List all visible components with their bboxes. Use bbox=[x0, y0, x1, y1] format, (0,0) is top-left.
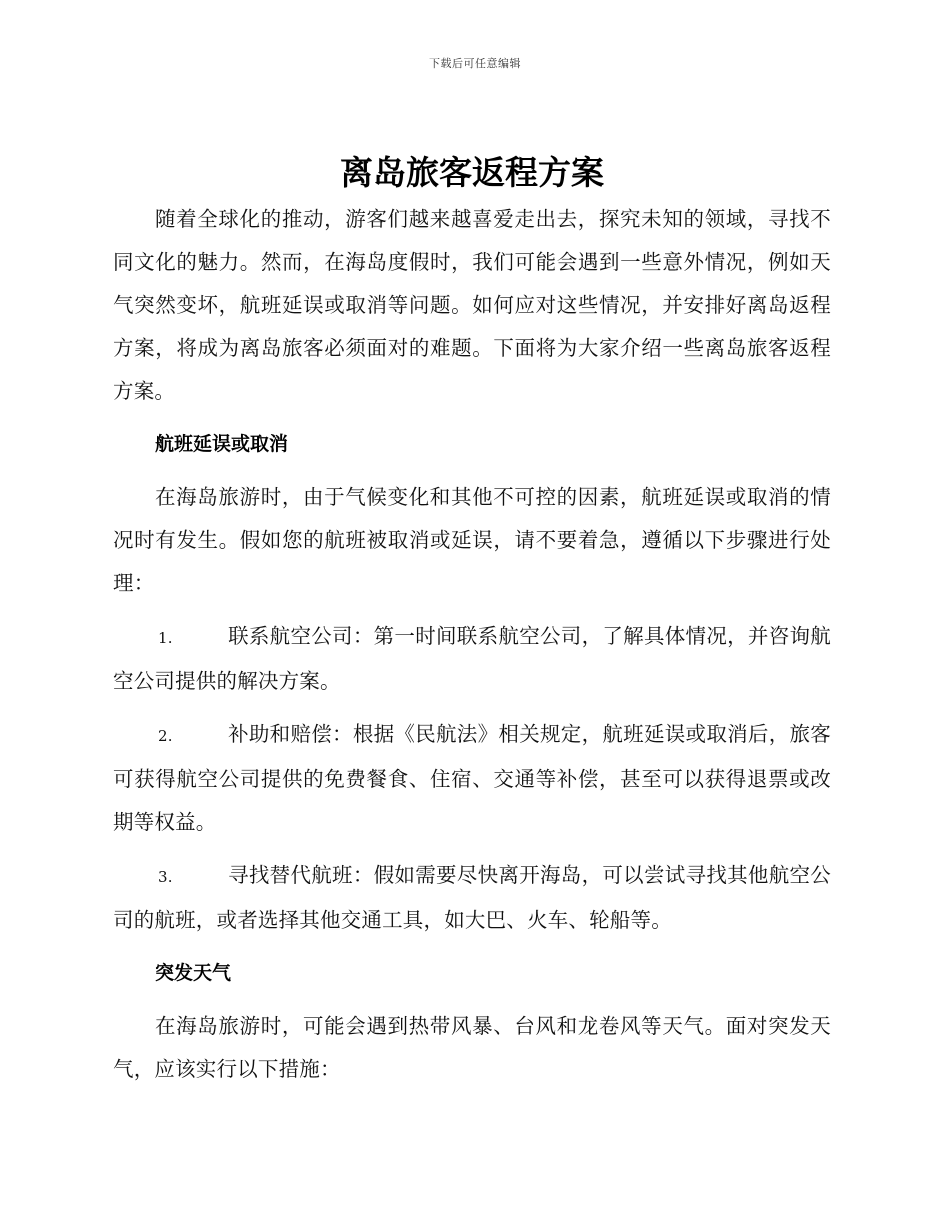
document-title: 离岛旅客返程方案 bbox=[340, 153, 604, 192]
list-item-number: 2. bbox=[158, 727, 173, 745]
list-item-number: 3. bbox=[158, 868, 173, 886]
list-item-text: 寻找替代航班：假如需要尽快离开海岛，可以尝试寻找其他航空公司的航班，或者选择其他交通工具，如大巴、火车、轮船等。 bbox=[113, 863, 831, 932]
list-item-text: 补助和赔偿：根据《民航法》相关规定，航班延误或取消后，旅客可获得航空公司提供的免费餐食、住宿、交通等补偿，甚至可以获得退票或改期等权益。 bbox=[113, 722, 831, 834]
page-header-note: 下载后可任意编辑 bbox=[429, 57, 521, 70]
intro-paragraph: 随着全球化的推动，游客们越来越喜爱走出去，探究未知的领域，寻找不同文化的魅力。然而，在海岛度假时，我们可能会遇到一些意外情况，例如天气突然变坏，航班延误或取消等问题。如何应对这些情况，并安排好离岛返程方案，将成为离岛旅客必须面对的难题。下面将为大家介绍一些离岛旅客返程方案。 bbox=[113, 207, 831, 403]
sudden-weather-paragraph: 在海岛旅游时，可能会遇到热带风暴、台风和龙卷风等天气。面对突发天气，应该实行以下措施： bbox=[113, 1014, 831, 1081]
document-body bbox=[113, 150, 831, 1091]
list-item bbox=[113, 615, 831, 703]
flight-delay-paragraph: 在海岛旅游时，由于气候变化和其他不可控的因素，航班延误或取消的情况时有发生。假如您的航班被取消或延误，请不要着急，遵循以下步骤进行处理： bbox=[113, 485, 831, 595]
list-item bbox=[113, 854, 831, 942]
list-item-number: 1. bbox=[158, 629, 173, 647]
list-item bbox=[113, 713, 831, 844]
section-heading-flight-delay: 航班延误或取消 bbox=[155, 433, 289, 455]
list-item-text: 联系航空公司：第一时间联系航空公司，了解具体情况，并咨询航空公司提供的解决方案。 bbox=[113, 624, 831, 693]
section-heading-sudden-weather: 突发天气 bbox=[155, 962, 232, 984]
